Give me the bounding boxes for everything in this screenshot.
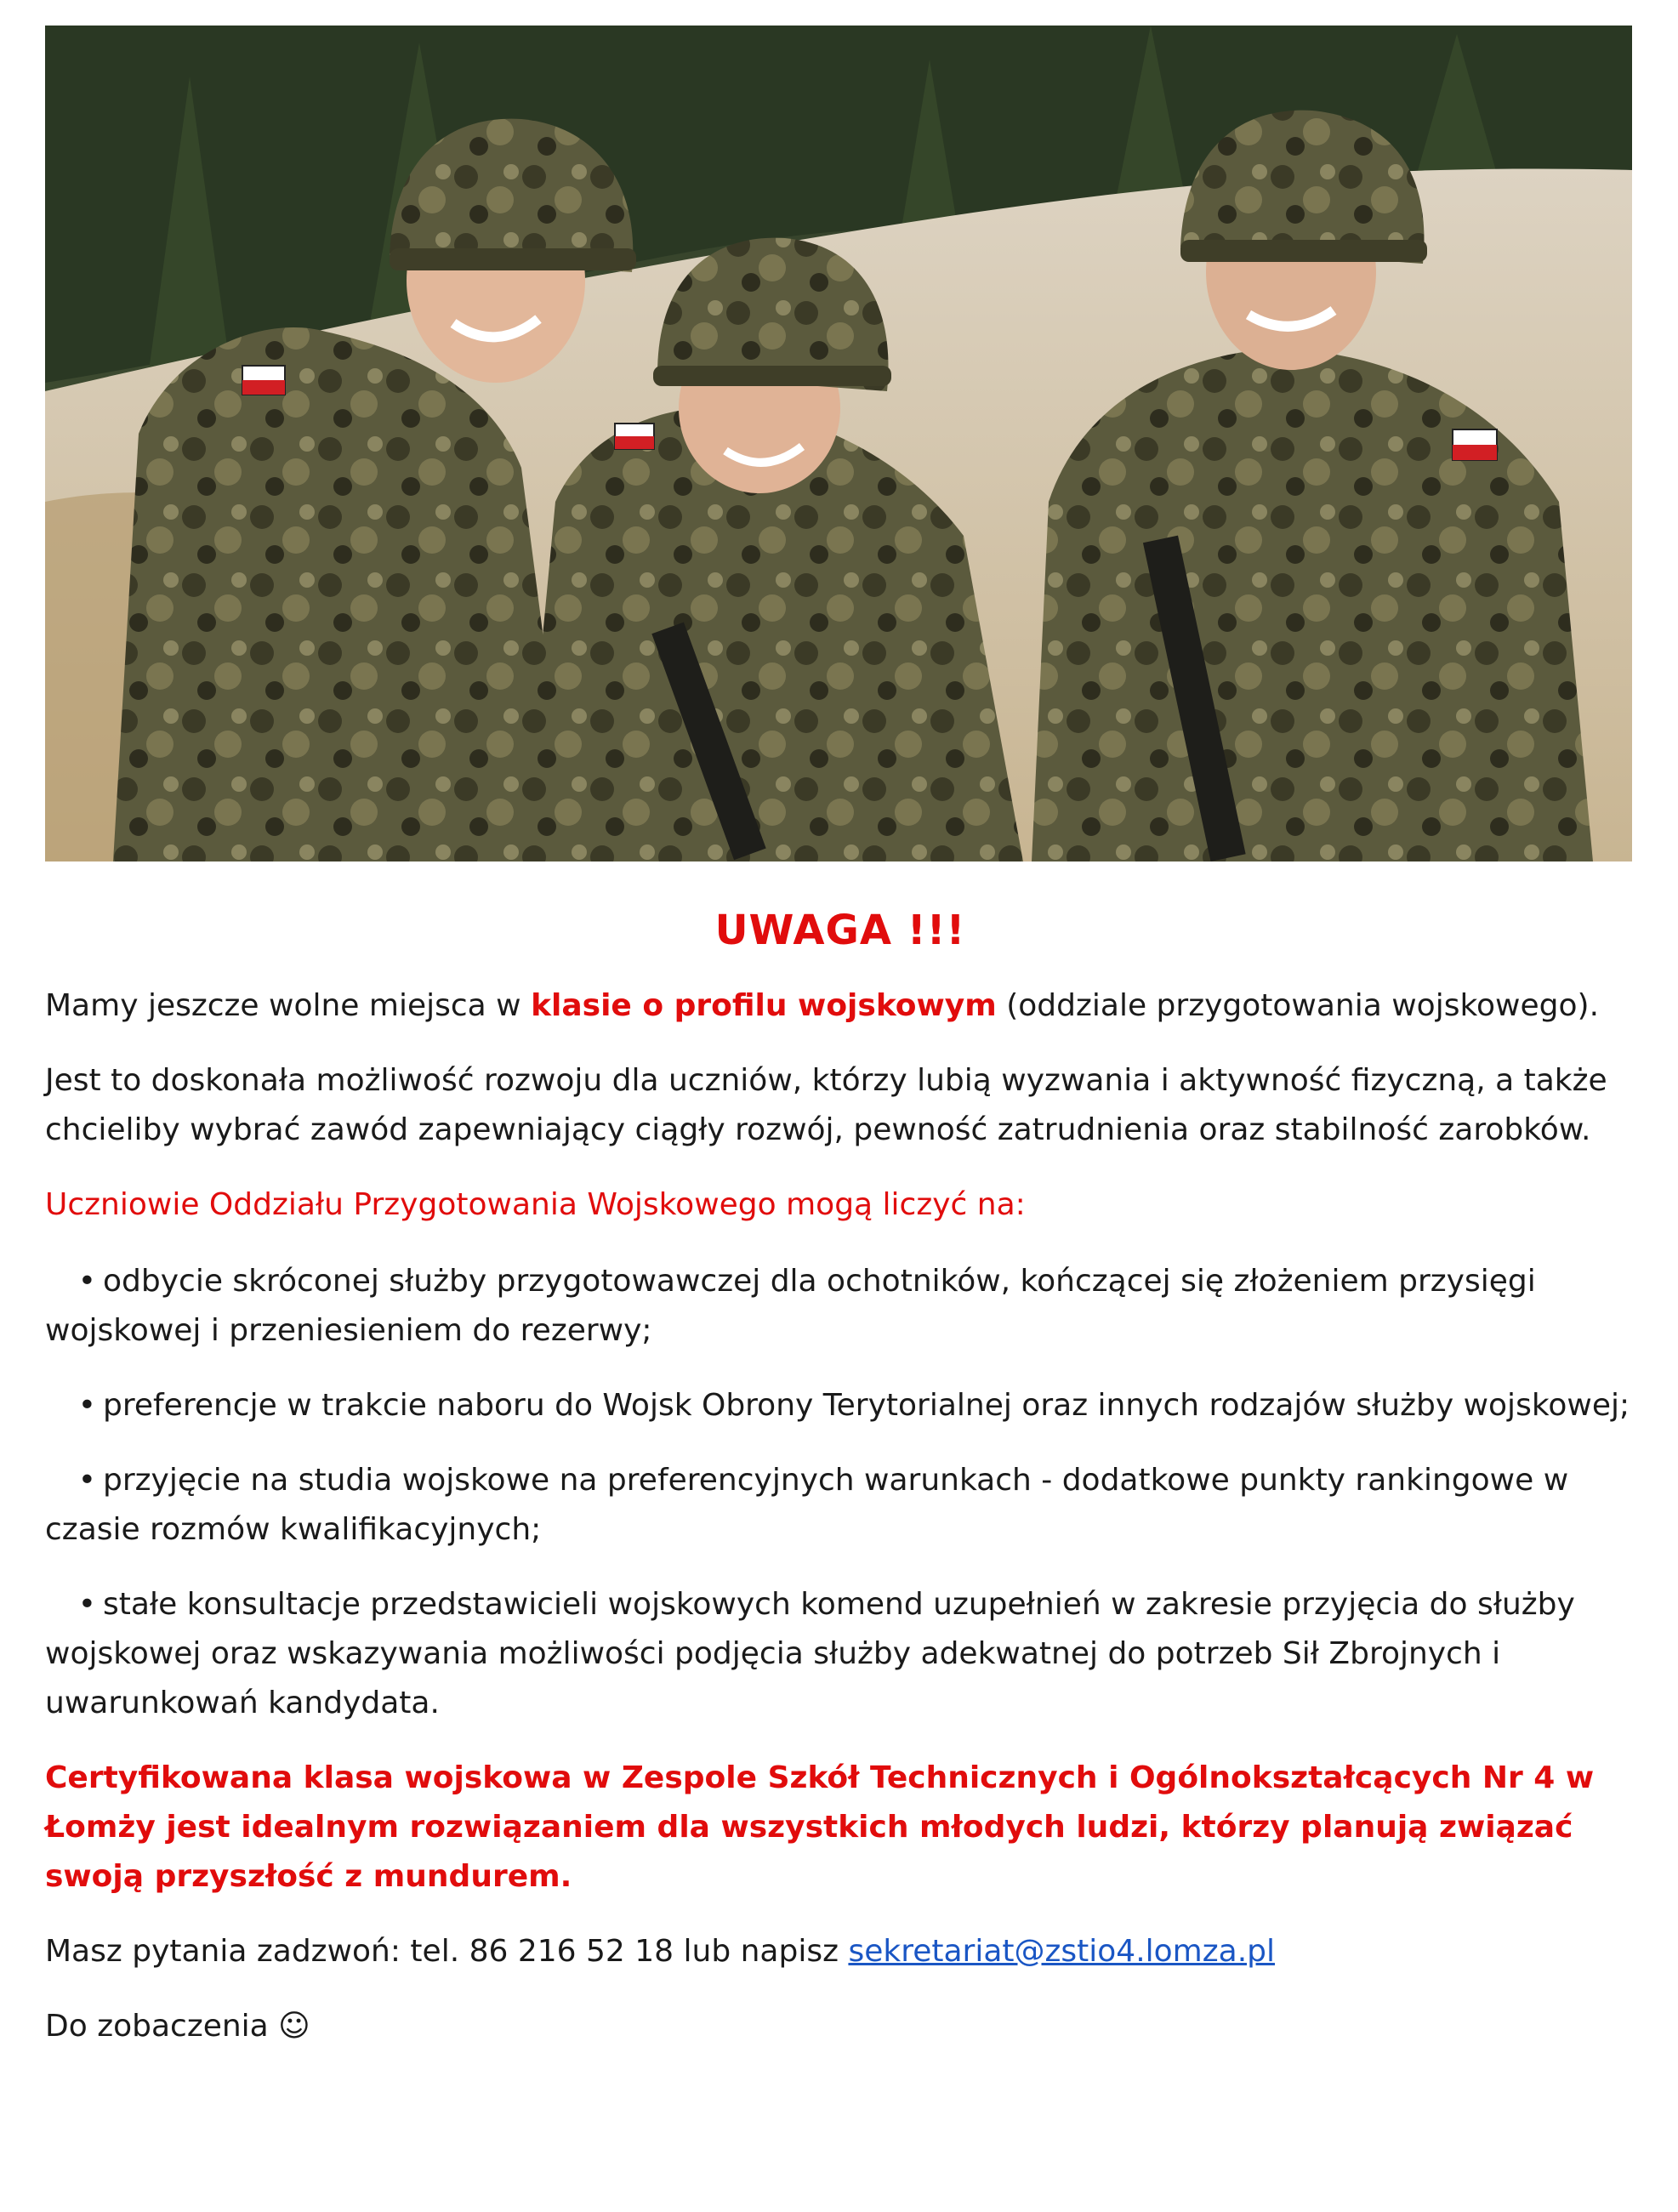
intro-text-after: (oddziale przygotowania wojskowego). [996,988,1600,1023]
email-link[interactable]: sekretariat@zstio4.lomza.pl [848,1934,1275,1969]
intro-text-before: Mamy jeszcze wolne miejsca w [45,988,532,1023]
benefit-text: przyjęcie na studia wojskowe na preferencyjnych warunkach - dodatkowe punkty rankingowe w czasie rozmów kwalifikacyjnych; [45,1463,1569,1547]
benefit-text: stałe konsultacje przedstawicieli wojskowych komend uzupełnień w zakresie przyjęcia do służby wojskowej oraz wskazywania możliwości podjęcia służby adekwatnej do potrzeb Sił Zbrojnych i uwarunkowań kandydata. [45,1587,1575,1720]
benefit-item [45,1456,1635,1555]
announcement [45,884,1635,2051]
certificate-paragraph: Certyfikowana klasa wojskowa w Zespole Szkół Technicznych i Ogólnokształcących Nr 4 w Łomży jest idealnym rozwiązaniem dla wszystkich młodych ludzi, którzy planują związać swoją przyszłość z mundurem. [45,1760,1595,1894]
benefits-heading: Uczniowie Oddziału Przygotowania Wojskowego mogą liczyć na: [45,1187,1026,1222]
contact-paragraph [45,1927,1635,1976]
description-paragraph: Jest to doskonała możliwość rozwoju dla uczniów, którzy lubią wyzwania i aktywność fizyczną, a także chcieliby wybrać zawód zapewniający ciągły rozwój, pewność zatrudnienia oraz stabilność zarobków. [45,1063,1607,1147]
contact-text: Masz pytania zadzwoń: tel. 86 216 52 18 lub napisz [45,1934,849,1969]
hero-photo [45,26,1632,861]
bullet-icon: • [77,1587,96,1622]
soldiers-illustration [45,26,1632,861]
benefit-text: odbycie skróconej służby przygotowawczej dla ochotników, kończącej się złożeniem przysięgi wojskowej i przeniesieniem do rezerwy; [45,1264,1536,1348]
benefit-item [45,1381,1635,1430]
intro-highlight: klasie o profilu wojskowym [531,988,997,1023]
page-title: UWAGA !!! [714,907,966,954]
bullet-icon: • [77,1388,96,1423]
closing-text: Do zobaczenia ☺ [45,2009,310,2044]
benefit-item [45,1580,1635,1728]
bullet-icon: • [77,1463,96,1498]
benefit-text: preferencje w trakcie naboru do Wojsk Obrony Terytorialnej oraz innych rodzajów służby wojskowej; [103,1388,1630,1423]
benefit-item [45,1257,1635,1356]
intro-paragraph [45,981,1635,1031]
bullet-icon: • [77,1264,96,1299]
